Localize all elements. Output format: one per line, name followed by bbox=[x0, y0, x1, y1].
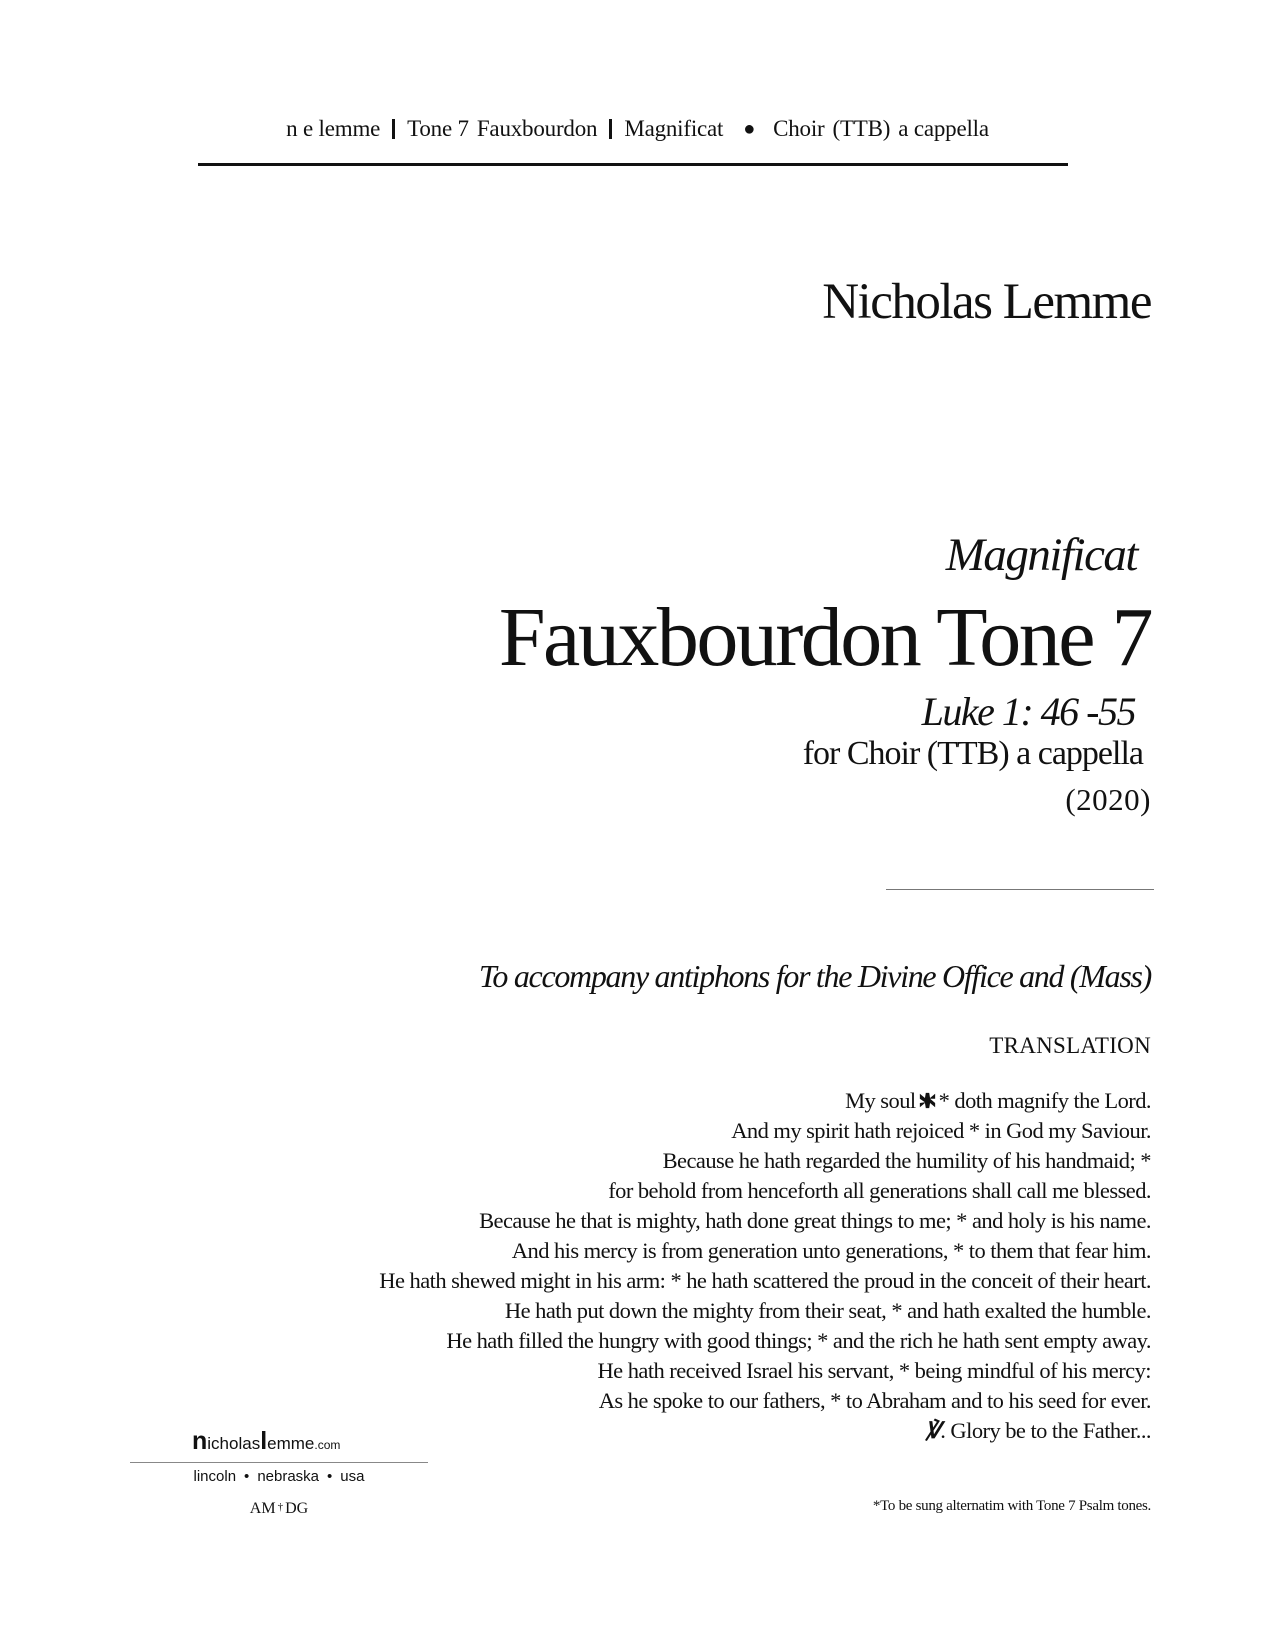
translation-line: And his mercy is from generation unto generations, * to them that fear him. bbox=[511, 1238, 1151, 1263]
dedication: AM † DG bbox=[249, 1500, 309, 1517]
title-prefix: Magnificat bbox=[945, 529, 1137, 581]
translation-line: Because he hath regarded the humility of his handmaid; * bbox=[662, 1148, 1151, 1173]
header-canticle: Magnificat bbox=[624, 116, 724, 141]
running-header bbox=[0, 116, 1275, 142]
usage-note: To accompany antiphons for the Divine Office and (Mass) bbox=[478, 958, 1151, 994]
header-composer: n e lemme bbox=[286, 116, 381, 141]
translation-line: He hath shewed might in his arm: * he hath scattered the proud in the conceit of their heart. bbox=[379, 1268, 1151, 1293]
versicle-icon: ℣ bbox=[925, 1418, 941, 1443]
year: (2020) bbox=[1065, 782, 1151, 817]
translation-line: He hath put down the mighty from their seat, * and hath exalted the humble. bbox=[504, 1298, 1151, 1323]
maltese-cross-icon bbox=[919, 1092, 936, 1109]
translation-line: ℣. Glory be to the Father... bbox=[925, 1418, 1151, 1443]
bullet-icon: ● bbox=[743, 118, 756, 140]
translation-line: As he spoke to our fathers, * to Abraham and to his seed for ever. bbox=[598, 1388, 1151, 1413]
translation-line: And my spirit hath rejoiced * in God my Saviour. bbox=[731, 1118, 1151, 1143]
location: lincoln • nebraska • usa bbox=[193, 1468, 365, 1485]
header-separator bbox=[609, 119, 612, 139]
translation-line: My soul * doth magnify the Lord. bbox=[845, 1088, 1151, 1113]
translation-line: for behold from henceforth all generations shall call me blessed. bbox=[608, 1178, 1151, 1203]
website-logo[interactable]: nicholaslemme.com bbox=[192, 1427, 341, 1455]
translation-line: Because he that is mighty, hath done great things to me; * and holy is his name. bbox=[479, 1208, 1151, 1233]
page-title: Fauxbourdon Tone 7 bbox=[498, 591, 1151, 684]
footer-rule bbox=[130, 1462, 428, 1463]
translation-line: He hath filled the hungry with good things; * and the rich he hath sent empty away. bbox=[446, 1328, 1151, 1353]
header-tone: Tone 7 bbox=[407, 116, 469, 141]
header-rule bbox=[198, 163, 1068, 166]
translation-line: He hath received Israel his servant, * being mindful of his mercy: bbox=[597, 1358, 1151, 1383]
header-voicing: Choir bbox=[773, 116, 825, 141]
header-parts: (TTB) bbox=[832, 116, 891, 141]
divider bbox=[886, 889, 1154, 890]
translation-text bbox=[379, 1086, 1151, 1446]
header-genre: Fauxbourdon bbox=[476, 116, 598, 141]
translation-heading: TRANSLATION bbox=[989, 1033, 1151, 1058]
composer-name: Nicholas Lemme bbox=[822, 274, 1151, 330]
footnote: *To be sung alternatim with Tone 7 Psalm tones. bbox=[872, 1498, 1151, 1514]
header-separator bbox=[392, 119, 395, 139]
header-performance: a cappella bbox=[898, 116, 989, 141]
scripture-source: Luke 1: 46 -55 bbox=[921, 689, 1135, 734]
scoring: for Choir (TTB) a cappella bbox=[802, 735, 1143, 772]
